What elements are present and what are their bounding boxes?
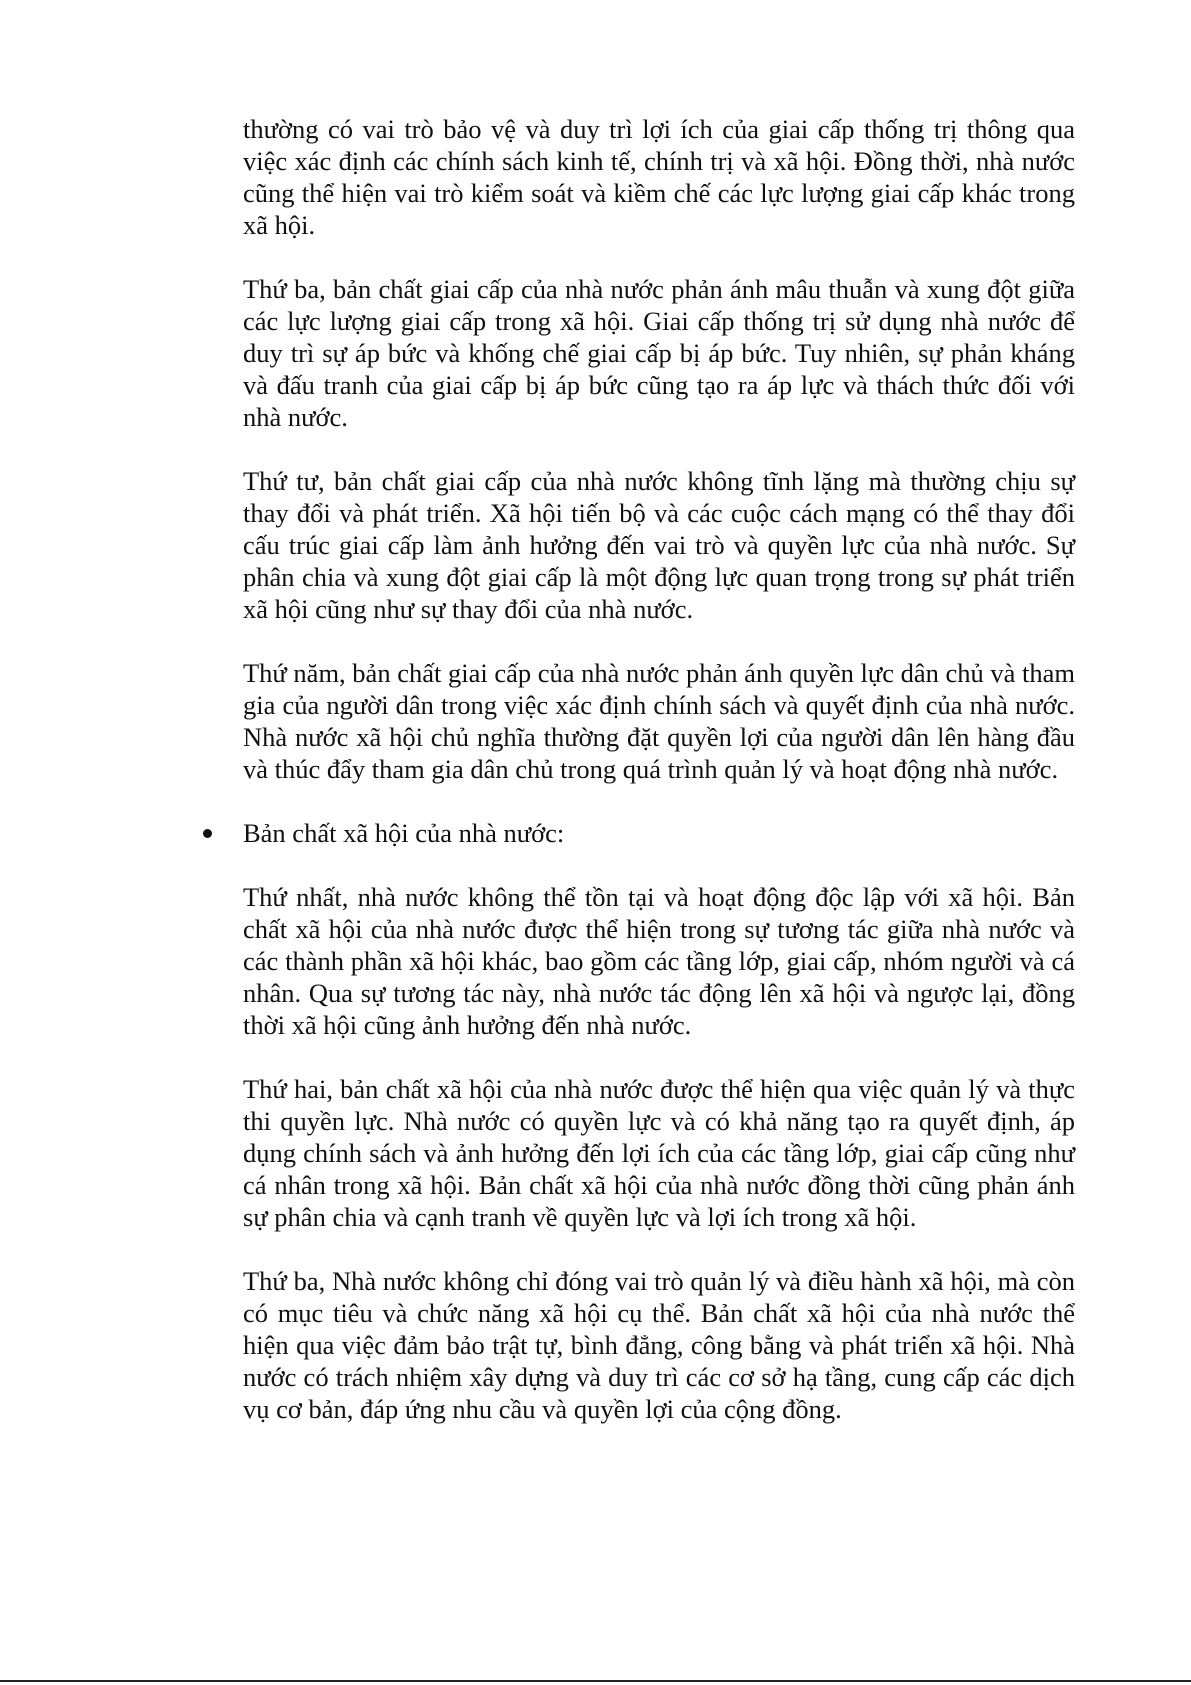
paragraph-class-fourth: Thứ tư, bản chất giai cấp của nhà nước không tĩnh lặng mà thường chịu sự thay đổi và phát triển. Xã hội tiến bộ và các cuộc cách mạng có thể thay đổi cấu trúc giai cấp làm ảnh hưởng đến vai trò và quyền lực của nhà nước. Sự phân chia và xung đột giai cấp là một động lực quan trọng trong sự phát triển xã hội cũng như sự thay đổi của nhà nước.	[243, 466, 1075, 624]
paragraph-class-fifth: Thứ năm, bản chất giai cấp của nhà nước phản ánh quyền lực dân chủ và tham gia của người dân trong việc xác định chính sách và quyết định của nhà nước. Nhà nước xã hội chủ nghĩa thường đặt quyền lợi của người dân lên hàng đầu và thúc đẩy tham gia dân chủ trong quá trình quản lý và hoạt động nhà nước.	[243, 658, 1075, 784]
paragraph-class-third: Thứ ba, bản chất giai cấp của nhà nước phản ánh mâu thuẫn và xung đột giữa các lực lượng giai cấp trong xã hội. Giai cấp thống trị sử dụng nhà nước để duy trì sự áp bức và khống chế giai cấp bị áp bức. Tuy nhiên, sự phản kháng và đấu tranh của giai cấp bị áp bức cũng tạo ra áp lực và thách thức đối với nhà nước.	[243, 274, 1075, 432]
bullet-label: Bản chất xã hội của nhà nước:	[243, 818, 565, 848]
paragraph-social-third: Thứ ba, Nhà nước không chỉ đóng vai trò quản lý và điều hành xã hội, mà còn có mục tiêu và chức năng xã hội cụ thể. Bản chất xã hội của nhà nước thể hiện qua việc đảm bảo trật tự, bình đẳng, công bằng và phát triển xã hội. Nhà nước có trách nhiệm xây dựng và duy trì các cơ sở hạ tầng, cung cấp các dịch vụ cơ bản, đáp ứng nhu cầu và quyền lợi của cộng đồng.	[243, 1266, 1075, 1424]
paragraph-social-first: Thứ nhất, nhà nước không thể tồn tại và hoạt động độc lập với xã hội. Bản chất xã hội của nhà nước được thể hiện trong sự tương tác giữa nhà nước và các thành phần xã hội khác, bao gồm các tầng lớp, giai cấp, nhóm người và cá nhân. Qua sự tương tác này, nhà nước tác động lên xã hội và ngược lại, đồng thời xã hội cũng ảnh hưởng đến nhà nước.	[243, 882, 1075, 1040]
paragraph-state-role-continued: thường có vai trò bảo vệ và duy trì lợi ích của giai cấp thống trị thông qua việc xác định các chính sách kinh tế, chính trị và xã hội. Đồng thời, nhà nước cũng thể hiện vai trò kiểm soát và kiềm chế các lực lượng giai cấp khác trong xã hội.	[243, 114, 1075, 240]
page-bottom-rule	[0, 1680, 1191, 1682]
paragraph-social-second: Thứ hai, bản chất xã hội của nhà nước được thể hiện qua việc quản lý và thực thi quyền lực. Nhà nước có quyền lực và có khả năng tạo ra quyết định, áp dụng chính sách và ảnh hưởng đến lợi ích của các tầng lớp, giai cấp cũng như cá nhân trong xã hội. Bản chất xã hội của nhà nước đồng thời cũng phản ánh sự phân chia và cạnh tranh về quyền lực và lợi ích trong xã hội.	[243, 1074, 1075, 1232]
bullet-dot-icon	[203, 829, 212, 838]
page-body	[243, 113, 1075, 1457]
bullet-item	[243, 817, 1075, 849]
